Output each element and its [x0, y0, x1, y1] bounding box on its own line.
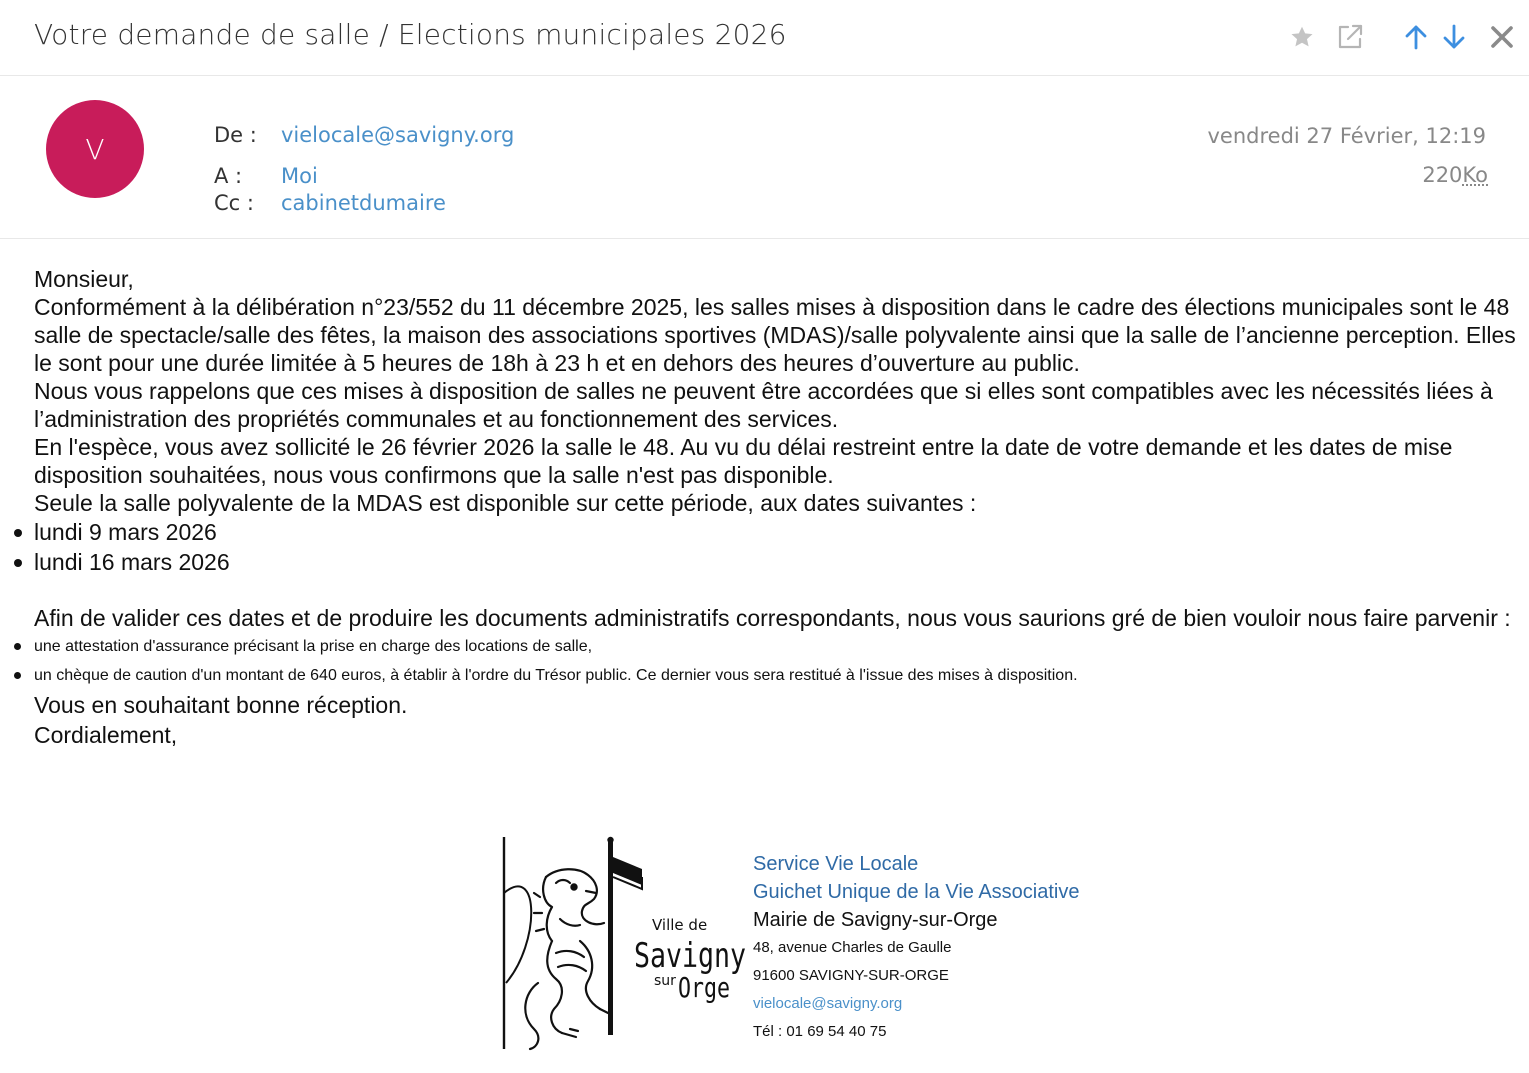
from-row: [214, 123, 514, 147]
signature-email-link[interactable]: vielocale@savigny.org: [753, 995, 903, 1012]
size-value: 220: [1422, 163, 1463, 187]
arrow-down-icon[interactable]: [1439, 20, 1469, 54]
cc-row: [214, 191, 446, 215]
logo-text-orge: Orge: [678, 971, 730, 1004]
to-row: [214, 164, 318, 188]
signature-mairie: Mairie de Savigny-sur-Orge: [753, 909, 998, 931]
body-paragraph-5: Afin de valider ces dates et de produire les documents administratifs correspondants, nous vous saurions gré de bien vouloir nous faire parvenir :: [34, 605, 1511, 631]
greeting: Monsieur,: [34, 266, 134, 292]
date-list-item: lundi 16 mars 2026: [34, 547, 1524, 577]
logo-text-savigny: Savigny: [634, 936, 746, 976]
from-label: De :: [214, 123, 257, 147]
date-list-item: lundi 9 mars 2026: [34, 517, 1524, 547]
sender-avatar: V: [46, 100, 144, 198]
cc-recipient-link[interactable]: cabinetdumaire: [281, 191, 446, 215]
close-icon[interactable]: [1487, 20, 1517, 54]
logo-text-ville-de: Ville de: [652, 916, 708, 934]
signature-address-line-2: 91600 SAVIGNY-SUR-ORGE: [753, 967, 949, 984]
signature-phone: Tél : 01 69 54 40 75: [753, 1023, 887, 1040]
message-date: vendredi 27 Février, 12:19: [1207, 124, 1486, 148]
signature-service: Service Vie Locale: [753, 853, 919, 875]
body-paragraph-2: Nous vous rappelons que ces mises à disposition de salles ne peuvent être accordées que si elles sont compatibles avec les nécessités liées à l’administration des propriétés communales et au fonctionnement des services.: [34, 378, 1493, 432]
arrow-up-icon[interactable]: [1401, 20, 1431, 54]
document-list-item: une attestation d'assurance précisant la prise en charge des locations de salle,: [34, 632, 1524, 661]
body-paragraph-1: Conformément à la délibération n°23/552 du 11 décembre 2025, les salles mises à disposition dans le cadre des élections municipales sont le 48 salle de spectacle/salle des fêtes, la maison des associations sportives (MDAS)/salle polyvalente ainsi que la salle de l’ancienne perception. Elles le sont pour une durée limitée à 5 heures de 18h à 23 h et en dehors des heures d’ouverture au public.: [34, 294, 1516, 376]
signature-block: [753, 850, 1080, 1046]
body-paragraph-4: Seule la salle polyvalente de la MDAS est disponible sur cette période, aux dates suivantes :: [34, 490, 977, 516]
message-actions: [1287, 20, 1517, 54]
closing-line: Vous en souhaitant bonne réception.: [34, 692, 408, 718]
signature-address-line-1: 48, avenue Charles de Gaulle: [753, 939, 952, 956]
star-icon[interactable]: [1287, 20, 1317, 54]
document-list-item: un chèque de caution d'un montant de 640 euros, à établir à l'ordre du Trésor public. Ce dernier vous sera restitué à l'issue des mises à disposition.: [34, 661, 1524, 690]
message-body: [34, 265, 1524, 750]
closing-signoff: Cordialement,: [34, 722, 178, 748]
body-paragraph-3: En l'espèce, vous avez sollicité le 26 février 2026 la salle le 48. Au vu du délai restreint entre la date de votre demande et les dates de mise disposition souhaitées, nous vous confirmons que la salle n'est pas disponible.: [34, 434, 1453, 488]
to-recipient-link[interactable]: Moi: [281, 164, 318, 188]
message-header-bar: [0, 0, 1529, 76]
to-label: A :: [214, 164, 243, 188]
message-meta: [0, 76, 1529, 239]
message-size: [1422, 163, 1488, 187]
size-unit: Ko: [1462, 163, 1488, 187]
signature-guichet: Guichet Unique de la Vie Associative: [753, 881, 1080, 903]
logo-text-sur: sur: [654, 973, 676, 989]
savigny-logo: [500, 833, 748, 1053]
message-subject: Votre demande de salle / Elections municipales 2026: [34, 18, 787, 51]
open-external-icon[interactable]: [1335, 20, 1365, 54]
cc-label: Cc :: [214, 191, 254, 215]
from-address-link[interactable]: vielocale@savigny.org: [281, 123, 515, 147]
